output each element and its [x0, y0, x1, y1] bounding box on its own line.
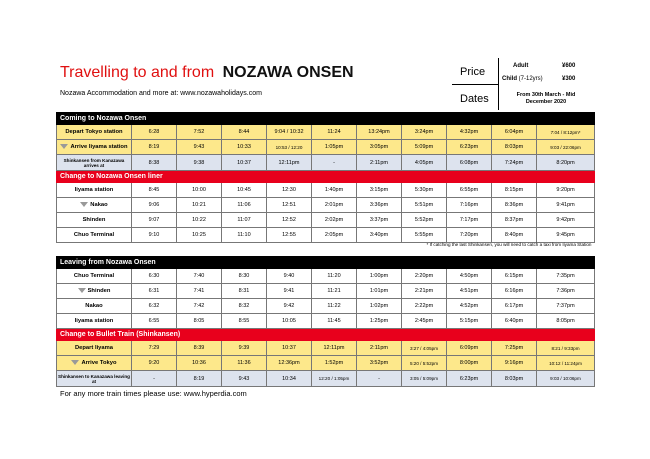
title-prefix: Travelling to and from	[60, 64, 215, 81]
adult-price: ¥600	[562, 63, 576, 69]
time-cell: 9:03 / 10:06pm	[537, 371, 595, 387]
dates-text: From 30th March - Mid December 2020	[516, 92, 576, 105]
time-cell: 4:32pm	[447, 125, 492, 140]
time-cell: 12:51	[267, 198, 312, 213]
time-cell: 9:03 / 22:06pm	[537, 140, 595, 155]
time-cell: 10:34	[267, 371, 312, 387]
time-cell: 10:00	[177, 183, 222, 198]
time-cell: 7:25pm	[492, 341, 537, 356]
station-label	[57, 155, 132, 171]
station-label-text: Arrive Tokyo	[81, 360, 117, 367]
time-cell: 10:37	[222, 155, 267, 171]
time-cell: 10:25	[177, 228, 222, 243]
time-cell: 6:55pm	[447, 183, 492, 198]
time-cell: 5:15pm	[447, 314, 492, 329]
time-cell: 8:20pm	[537, 155, 595, 171]
time-cell: 10:22	[177, 213, 222, 228]
time-cell: 3:37pm	[357, 213, 402, 228]
time-cell: 6:23pm	[447, 140, 492, 155]
table-row	[57, 371, 595, 387]
time-cell: 4:05pm	[402, 155, 447, 171]
station-label-text: Nakao	[85, 303, 103, 309]
time-cell: 11:22	[312, 299, 357, 314]
time-cell: 9:41	[267, 284, 312, 299]
time-cell: 7:52	[177, 125, 222, 140]
time-cell: 9:07	[132, 213, 177, 228]
time-cell: 2:21pm	[402, 284, 447, 299]
time-cell: 11:06	[222, 198, 267, 213]
time-cell: 12:20 / 1:05pm	[312, 371, 357, 387]
time-cell: 2:05pm	[312, 228, 357, 243]
time-cell: 7:41	[177, 284, 222, 299]
time-cell: 10:53 / 12:20	[267, 140, 312, 155]
time-cell: 8:05	[177, 314, 222, 329]
time-cell: 11:45	[312, 314, 357, 329]
time-cell: 7:29	[132, 341, 177, 356]
time-cell: 9:38	[177, 155, 222, 171]
time-cell: 2:22pm	[402, 299, 447, 314]
time-cell: 3:52pm	[357, 356, 402, 371]
time-cell: 11:07	[222, 213, 267, 228]
time-cell: 12:11pm	[267, 155, 312, 171]
time-cell: 6:32	[132, 299, 177, 314]
time-cell: 2:02pm	[312, 213, 357, 228]
time-cell: 4:52pm	[447, 299, 492, 314]
time-cell: 8:19	[132, 140, 177, 155]
table-row	[57, 140, 595, 155]
station-label	[57, 356, 132, 371]
time-cell: 8:15pm	[492, 183, 537, 198]
time-cell: 5:09pm	[402, 140, 447, 155]
time-cell: 7:16pm	[447, 198, 492, 213]
table-row	[57, 213, 595, 228]
time-cell: 6:16pm	[492, 284, 537, 299]
station-label-text: Shinkansen to Kanazawa leaving at	[58, 373, 130, 384]
table-row	[57, 314, 595, 329]
time-cell: 5:30pm	[402, 183, 447, 198]
arrow-down-icon	[80, 202, 88, 207]
time-cell: 8:44	[222, 125, 267, 140]
section-header-coming: Coming to Nozawa Onsen	[57, 113, 595, 125]
time-cell: 11:24	[312, 125, 357, 140]
time-cell: 9:06	[132, 198, 177, 213]
time-cell: 8:37pm	[492, 213, 537, 228]
time-cell: 6:08pm	[447, 155, 492, 171]
time-cell: 9:43	[222, 371, 267, 387]
time-cell: 8:32	[222, 299, 267, 314]
time-cell: 8:03pm	[492, 371, 537, 387]
time-cell: 13:24pm	[357, 125, 402, 140]
time-cell: 7:42	[177, 299, 222, 314]
time-cell: 8:39	[177, 341, 222, 356]
station-label-text: Depart Tokyo station	[65, 129, 123, 135]
timetable-to-nozawa	[56, 112, 595, 243]
time-cell: 8:55	[222, 314, 267, 329]
time-cell: 2:01pm	[312, 198, 357, 213]
table-row	[57, 269, 595, 284]
time-cell: 9:20pm	[537, 183, 595, 198]
time-cell: 3:05pm	[357, 140, 402, 155]
time-cell: 8:40pm	[492, 228, 537, 243]
time-cell: 8:19	[177, 371, 222, 387]
table-row	[57, 155, 595, 171]
station-label	[57, 140, 132, 155]
time-cell: 6:04pm	[492, 125, 537, 140]
time-cell: 6:09pm	[447, 341, 492, 356]
station-label-text: Shinden	[82, 217, 106, 223]
time-cell: 1:25pm	[357, 314, 402, 329]
time-cell: 4:50pm	[447, 269, 492, 284]
time-cell: 2:11pm	[357, 341, 402, 356]
station-label-text: Chuo Terminal	[73, 232, 115, 238]
time-cell: 6:17pm	[492, 299, 537, 314]
station-label-text: Shinkansen from Kanazawa arrives at	[63, 157, 125, 168]
station-label	[57, 284, 132, 299]
time-cell: 7:36pm	[537, 284, 595, 299]
time-cell: 7:17pm	[447, 213, 492, 228]
time-cell: 2:11pm	[357, 155, 402, 171]
time-cell: 8:21 / 9:33pm	[537, 341, 595, 356]
subtitle: Nozawa Accommodation and more at: www.nozawaholidays.com	[60, 90, 262, 97]
time-cell: 3:27 / 4:05pm	[402, 341, 447, 356]
station-label	[57, 228, 132, 243]
time-cell: -	[357, 371, 402, 387]
time-cell: 12:36pm	[267, 356, 312, 371]
station-label	[57, 299, 132, 314]
time-cell: 3:05 / 5:09pm	[402, 371, 447, 387]
time-cell: 9:16pm	[492, 356, 537, 371]
section-header-change-liner: Change to Nozawa Onsen liner	[57, 171, 595, 183]
timetable-from-nozawa	[56, 256, 595, 387]
time-cell: 8:36pm	[492, 198, 537, 213]
station-label-text: Chuo Terminal	[73, 273, 115, 279]
time-cell: 7:35pm	[537, 269, 595, 284]
time-cell: 1:01pm	[357, 284, 402, 299]
time-cell: 9:20	[132, 356, 177, 371]
time-cell: 9:41pm	[537, 198, 595, 213]
time-cell: 6:28	[132, 125, 177, 140]
time-cell: 6:15pm	[492, 269, 537, 284]
time-cell: 11:36	[222, 356, 267, 371]
time-cell: 2:45pm	[402, 314, 447, 329]
time-cell: 9:04 / 10:32	[267, 125, 312, 140]
taxi-note: * If catching the last Shinkansen, you will need to catch a taxi from Iiyama Station	[426, 242, 592, 247]
time-cell: -	[132, 371, 177, 387]
time-cell: 6:23pm	[447, 371, 492, 387]
time-cell: -	[312, 155, 357, 171]
time-cell: 10:12 / 11:24pm	[537, 356, 595, 371]
station-label	[57, 183, 132, 198]
price-label: Price	[460, 66, 486, 78]
section-header-leaving: Leaving from Nozawa Onsen	[57, 257, 595, 269]
time-cell: 7:04 / 8:12pm*	[537, 125, 595, 140]
time-cell: 9:42	[267, 299, 312, 314]
footer-note: For any more train times please use: www.hyperdia.com	[60, 389, 247, 398]
child-age: (7-12yrs)	[518, 76, 543, 82]
station-label	[57, 341, 132, 356]
station-label-text: Depart Iiyama	[74, 345, 114, 351]
time-cell: 10:45	[222, 183, 267, 198]
time-cell: 12:55	[267, 228, 312, 243]
station-label	[57, 125, 132, 140]
station-label	[57, 371, 132, 387]
time-cell: 9:43	[177, 140, 222, 155]
time-cell: 6:55	[132, 314, 177, 329]
child-price: ¥300	[562, 76, 576, 82]
time-cell: 9:10	[132, 228, 177, 243]
time-cell: 8:03pm	[492, 140, 537, 155]
time-cell: 10:21	[177, 198, 222, 213]
table-row	[57, 183, 595, 198]
time-cell: 3:36pm	[357, 198, 402, 213]
child-label: Child	[502, 76, 517, 82]
time-cell: 8:45	[132, 183, 177, 198]
time-cell: 10:05	[267, 314, 312, 329]
station-label	[57, 198, 132, 213]
adult-label: Adult	[513, 63, 529, 69]
time-cell: 10:37	[267, 341, 312, 356]
time-cell: 7:20pm	[447, 228, 492, 243]
arrow-down-icon	[60, 144, 68, 149]
time-cell: 5:52pm	[402, 213, 447, 228]
time-cell: 6:30	[132, 269, 177, 284]
child-price-row	[502, 76, 543, 82]
time-cell: 3:15pm	[357, 183, 402, 198]
time-cell: 5:20 / 5:52pm	[402, 356, 447, 371]
table-row	[57, 299, 595, 314]
price-divider-vertical	[498, 58, 499, 110]
time-cell: 6:31	[132, 284, 177, 299]
station-label-text: Iiyama station	[74, 187, 114, 193]
time-cell: 12:11pm	[312, 341, 357, 356]
time-cell: 4:51pm	[447, 284, 492, 299]
table-row	[57, 341, 595, 356]
time-cell: 11:20	[312, 269, 357, 284]
time-cell: 11:10	[222, 228, 267, 243]
time-cell: 1:02pm	[357, 299, 402, 314]
time-cell: 5:55pm	[402, 228, 447, 243]
time-cell: 5:51pm	[402, 198, 447, 213]
time-cell: 2:20pm	[402, 269, 447, 284]
time-cell: 1:40pm	[312, 183, 357, 198]
time-cell: 3:40pm	[357, 228, 402, 243]
time-cell: 1:00pm	[357, 269, 402, 284]
station-label-text: Shinden	[87, 288, 111, 295]
station-label	[57, 213, 132, 228]
time-cell: 8:38	[132, 155, 177, 171]
station-label-text: Iiyama station	[74, 318, 114, 324]
time-cell: 7:37pm	[537, 299, 595, 314]
arrow-down-icon	[78, 288, 86, 293]
time-cell: 7:24pm	[492, 155, 537, 171]
time-cell: 11:21	[312, 284, 357, 299]
time-cell: 8:30	[222, 269, 267, 284]
arrow-down-icon	[71, 360, 79, 365]
time-cell: 12:30	[267, 183, 312, 198]
time-cell: 3:24pm	[402, 125, 447, 140]
station-label	[57, 314, 132, 329]
section-header-change-bullet: Change to Bullet Train (Shinkansen)	[57, 329, 595, 341]
time-cell: 6:40pm	[492, 314, 537, 329]
station-label-text: Arrive Iiyama station	[70, 144, 128, 151]
station-label	[57, 269, 132, 284]
time-cell: 7:40	[177, 269, 222, 284]
time-cell: 9:45pm	[537, 228, 595, 243]
table-row	[57, 125, 595, 140]
time-cell: 9:39	[222, 341, 267, 356]
dates-label: Dates	[460, 93, 489, 105]
table-row	[57, 284, 595, 299]
time-cell: 9:40	[267, 269, 312, 284]
page-title	[60, 64, 354, 82]
title-name: NOZAWA ONSEN	[222, 64, 354, 81]
time-cell: 8:05pm	[537, 314, 595, 329]
time-cell: 1:05pm	[312, 140, 357, 155]
time-cell: 10:33	[222, 140, 267, 155]
time-cell: 1:52pm	[312, 356, 357, 371]
time-cell: 8:00pm	[447, 356, 492, 371]
table-row	[57, 198, 595, 213]
station-label-text: Nakao	[90, 202, 108, 209]
time-cell: 10:36	[177, 356, 222, 371]
table-row	[57, 356, 595, 371]
price-divider-horizontal	[452, 84, 498, 85]
time-cell: 9:42pm	[537, 213, 595, 228]
price-box	[452, 58, 592, 112]
time-cell: 12:52	[267, 213, 312, 228]
time-cell: 8:31	[222, 284, 267, 299]
